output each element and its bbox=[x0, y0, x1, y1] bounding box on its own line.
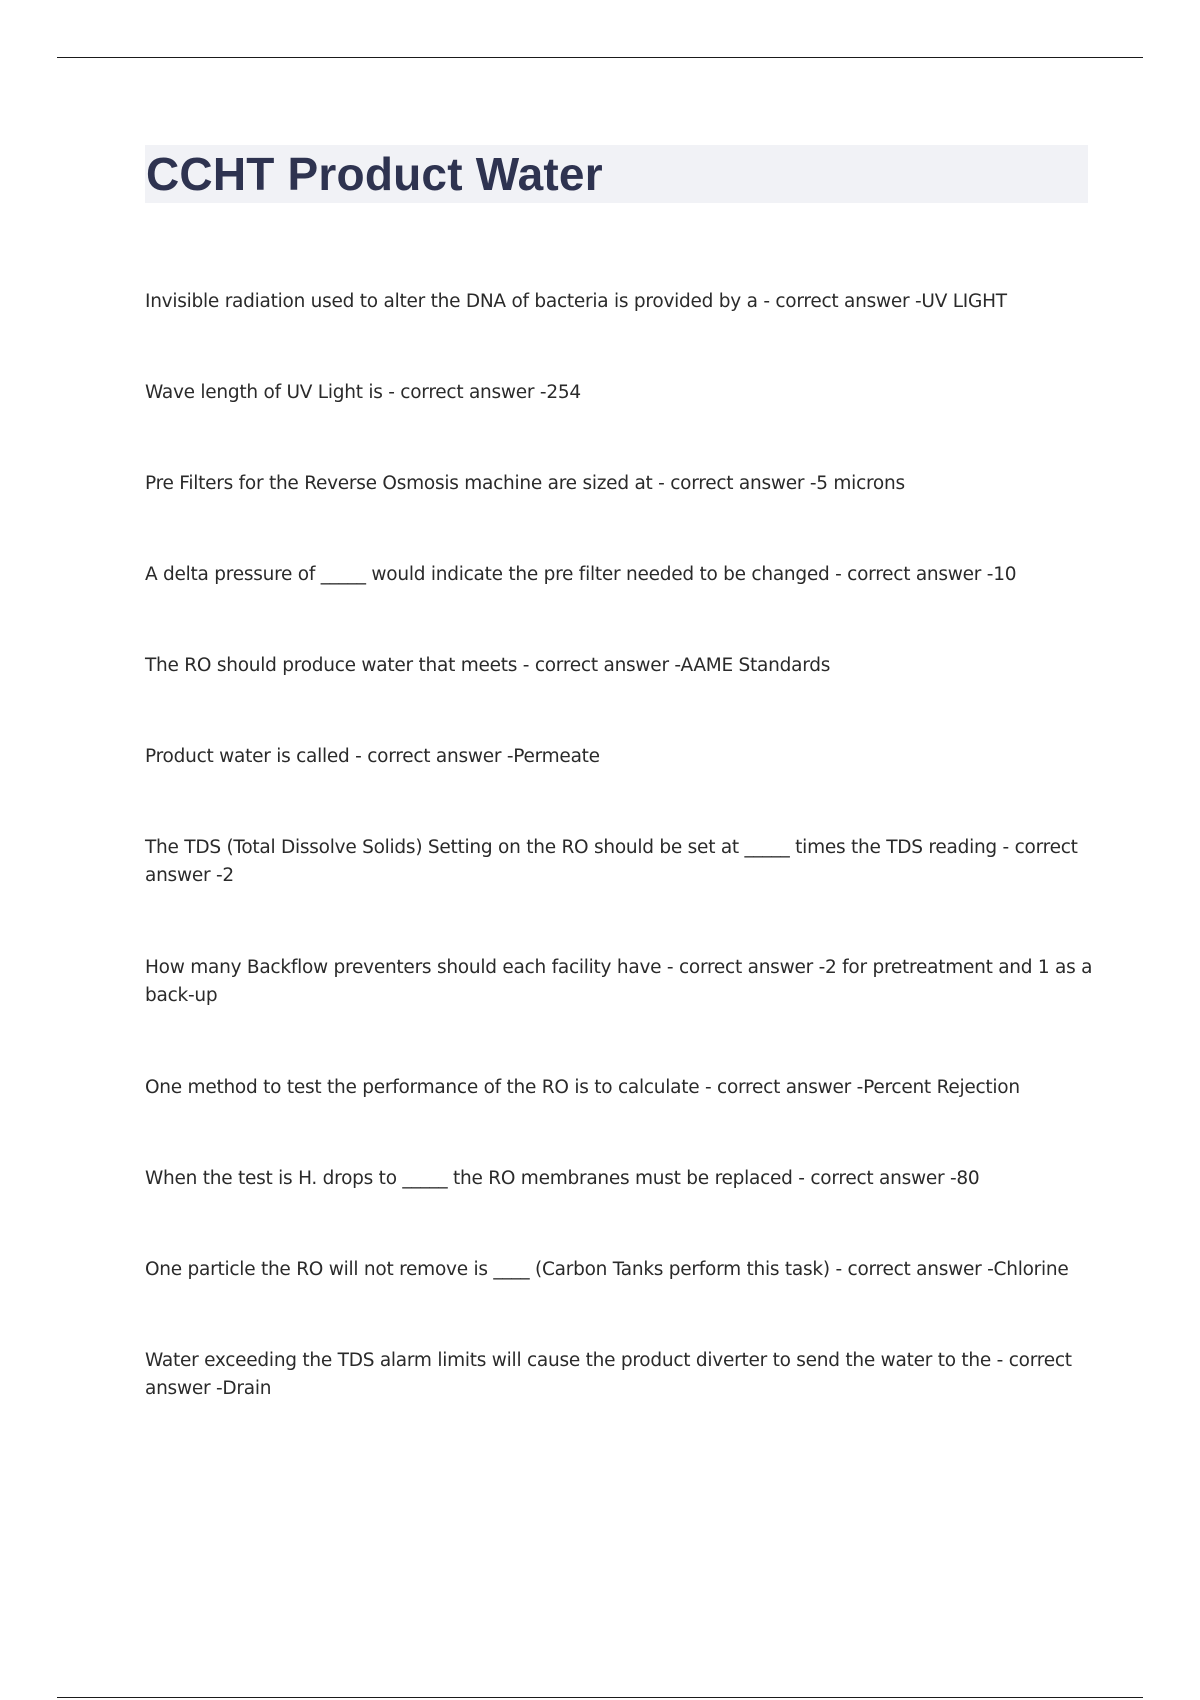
qa-list bbox=[145, 288, 1095, 1403]
qa-item: Pre Filters for the Reverse Osmosis machine are sized at - correct answer -5 microns bbox=[145, 473, 905, 494]
qa-item: Invisible radiation used to alter the DNA of bacteria is provided by a - correct answer -UV LIGHT bbox=[145, 291, 1007, 312]
qa-item: One particle the RO will not remove is ____ (Carbon Tanks perform this task) - correct answer -Chlorine bbox=[145, 1259, 1069, 1280]
qa-item: The RO should produce water that meets - correct answer -AAME Standards bbox=[145, 655, 831, 676]
top-rule bbox=[57, 57, 1143, 58]
document-title: CCHT Product Water bbox=[146, 148, 603, 200]
qa-item: Water exceeding the TDS alarm limits will cause the product diverter to send the water to the - correct answer -Drain bbox=[145, 1350, 1072, 1399]
qa-item: One method to test the performance of the RO is to calculate - correct answer -Percent Rejection bbox=[145, 1077, 1020, 1098]
qa-item: The TDS (Total Dissolve Solids) Setting on the RO should be set at _____ times the TDS reading - correct answer -2 bbox=[145, 837, 1078, 886]
qa-item: A delta pressure of _____ would indicate the pre filter needed to be changed - correct answer -10 bbox=[145, 564, 1017, 585]
qa-item: When the test is H. drops to _____ the RO membranes must be replaced - correct answer -80 bbox=[145, 1168, 980, 1189]
qa-item: Product water is called - correct answer -Permeate bbox=[145, 746, 600, 767]
qa-item: How many Backflow preventers should each facility have - correct answer -2 for pretreatment and 1 as a back-up bbox=[145, 957, 1093, 1006]
qa-item: Wave length of UV Light is - correct answer -254 bbox=[145, 382, 581, 403]
bottom-rule bbox=[57, 1697, 1143, 1698]
